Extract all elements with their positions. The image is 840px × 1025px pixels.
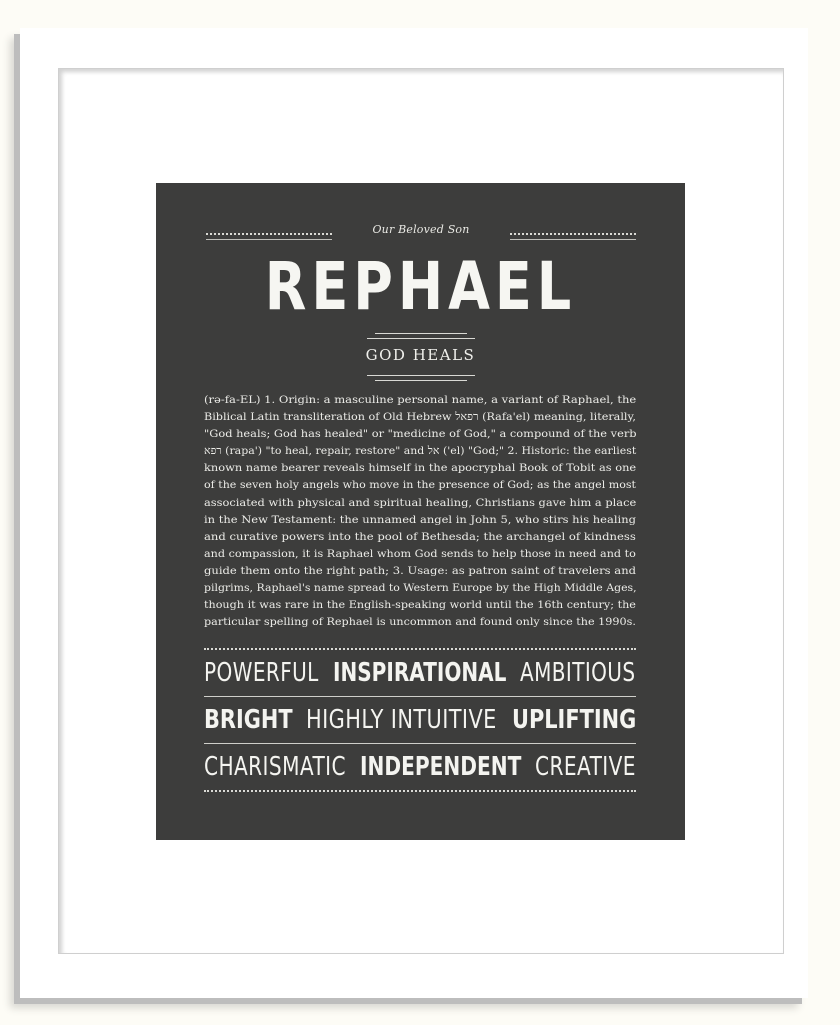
name-print <box>156 183 685 840</box>
trait-word: HIGHLY INTUITIVE <box>306 705 498 735</box>
trait-word: AMBITIOUS <box>520 658 636 688</box>
dotted-rule-traits-bottom <box>204 790 636 792</box>
trait-word: BRIGHT <box>204 705 293 735</box>
definition-line: known name bearer reveals himself in the apocryphal Book of Tobit as one <box>204 462 637 475</box>
name-title: REPHAEL <box>264 248 577 325</box>
trait-row-inner <box>204 654 636 694</box>
trait-word: INDEPENDENT <box>359 752 522 782</box>
rule-left-under <box>206 239 332 240</box>
trait-word: CREATIVE <box>535 752 637 782</box>
trait-word: CHARISMATIC <box>204 752 346 782</box>
definition-line: and curative powers into the pool of Bethesda; the archangel of kindness <box>204 530 636 543</box>
definition-line: and compassion, it is Raphael whom God sends to help those in need and to <box>204 547 636 560</box>
trait-row <box>204 748 636 788</box>
definition-line: רפא (rapa') "to heal, repair, restore" and אל ('el) "God;" 2. Historic: the earliest <box>204 445 637 458</box>
definition-line: guide them onto the right path; 3. Usage: as patron saint of travelers and <box>204 564 637 577</box>
rule-above-meaning-1 <box>375 333 467 334</box>
trait-separator <box>204 696 636 697</box>
trait-row-inner <box>204 748 636 788</box>
definition-line: (rə-fa-EL) 1. Origin: a masculine personal name, a variant of Raphael, the <box>204 394 637 406</box>
definition-line: Biblical Latin transliteration of Old Hebrew רפאל (Rafa'el) meaning, literally, <box>204 411 636 424</box>
trait-word: POWERFUL <box>204 658 319 688</box>
trait-row-inner <box>204 701 636 741</box>
subtitle-row <box>206 223 636 243</box>
dotted-rule-traits-top <box>204 648 636 650</box>
trait-row <box>204 701 636 741</box>
subtitle: Our Beloved Son <box>372 223 470 236</box>
trait-row <box>204 654 636 694</box>
definition-line: particular spelling of Rephael is uncommon and found only since the 1990s. <box>204 616 636 629</box>
definition-line: "God heals; God has healed" or "medicine of God," a compound of the verb <box>204 428 637 441</box>
name-meaning: GOD HEALS <box>365 346 476 364</box>
rule-above-meaning-2 <box>367 338 475 339</box>
rule-below-meaning-1 <box>367 375 475 376</box>
dotted-rule-right <box>510 233 636 235</box>
rule-below-meaning-2 <box>375 380 467 381</box>
trait-word: UPLIFTING <box>511 705 636 735</box>
name-definition <box>204 392 636 631</box>
rule-right-under <box>510 239 636 240</box>
definition-line: of the seven holy angels who move in the presence of God; as the angel most <box>204 479 636 492</box>
definition-line: associated with physical and spiritual healing, Christians gave him a place <box>204 496 637 509</box>
trait-word: INSPIRATIONAL <box>332 658 507 688</box>
definition-line: in the New Testament: the unnamed angel in John 5, who stirs his healing <box>204 513 636 526</box>
definition-line: pilgrims, Raphael's name spread to Western Europe by the High Middle Ages, <box>204 582 637 595</box>
definition-line: though it was rare in the English-speaking world until the 16th century; the <box>204 599 636 612</box>
trait-separator <box>204 743 636 744</box>
